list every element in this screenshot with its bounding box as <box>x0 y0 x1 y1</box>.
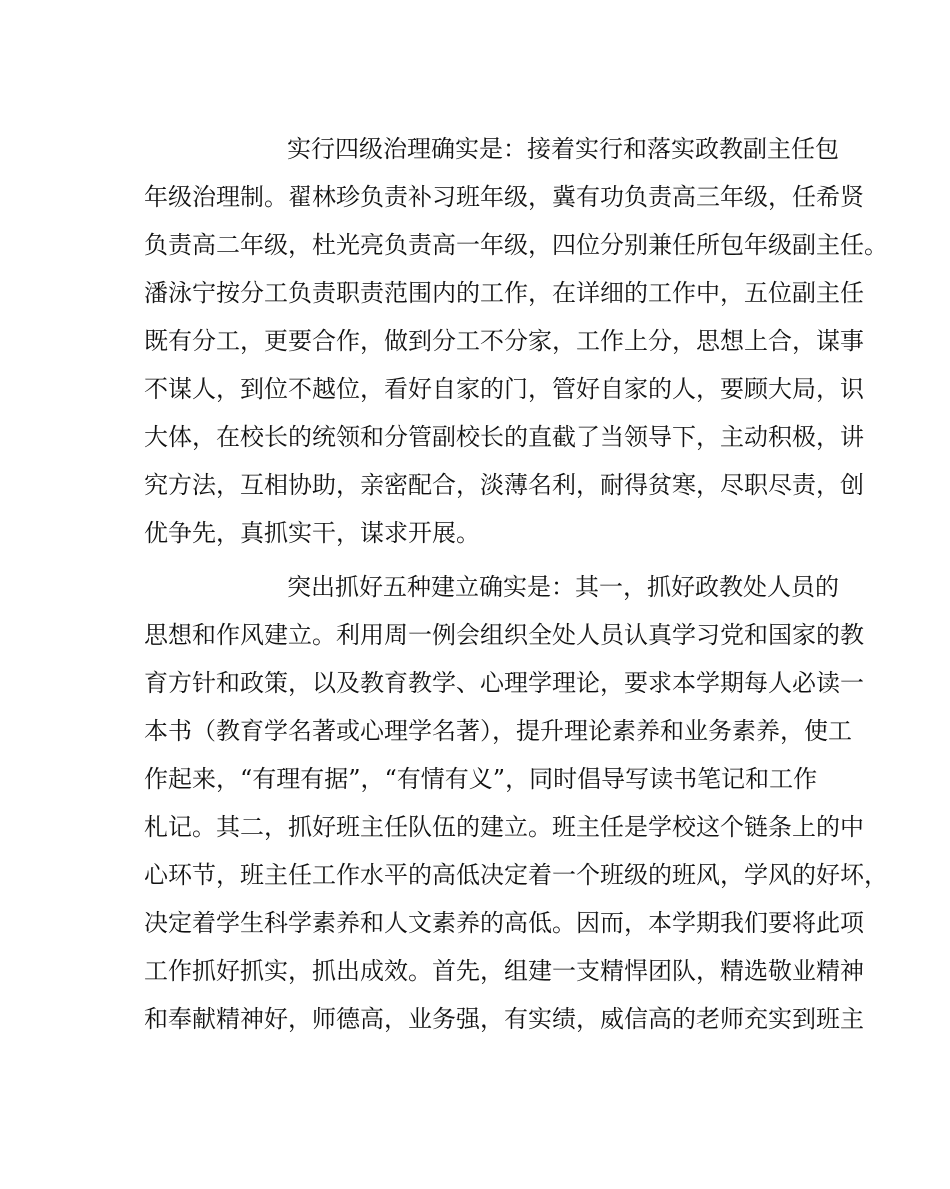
paragraph-2-line-8: 决定着学生科学素养和人文素养的高低。因而，本学期我们要将此项 <box>144 909 864 937</box>
paragraph-1-line-9: 优争先，真抓实干，谋求开展。 <box>144 519 480 547</box>
paragraph-1-line-8: 究方法，互相协助，亲密配合，淡薄名利，耐得贫寒，尽职尽责，创 <box>144 471 864 499</box>
paragraph-1-line-4: 潘泳宁按分工负责职责范围内的工作，在详细的工作中，五位副主任 <box>144 279 864 307</box>
paragraph-1-line-7: 大体，在校长的统领和分管副校长的直截了当领导下，主动积极，讲 <box>144 423 864 451</box>
paragraph-1-line-6: 不谋人，到位不越位，看好自家的门，管好自家的人，要顾大局，识 <box>144 375 864 403</box>
paragraph-1-line-3: 负责高二年级，杜光亮负责高一年级，四位分别兼任所包年级副主任。 <box>144 231 888 259</box>
paragraph-2-line-3: 育方针和政策，以及教育教学、心理学理论，要求本学期每人必读一 <box>144 669 864 697</box>
paragraph-1-line-5: 既有分工，更要合作，做到分工不分家，工作上分，思想上合，谋事 <box>144 327 864 355</box>
paragraph-2-line-4: 本书（教育学名著或心理学名著），提升理论素养和业务素养，使工 <box>144 717 852 745</box>
paragraph-2-line-5: 作起来，“有理有据”，“有情有义”，同时倡导写读书笔记和工作 <box>144 765 818 793</box>
paragraph-2-line-6: 札记。其二，抓好班主任队伍的建立。班主任是学校这个链条上的中 <box>144 813 864 841</box>
paragraph-1-line-2: 年级治理制。翟林珍负责补习班年级，冀有功负责高三年级，任希贤 <box>144 183 864 211</box>
paragraph-2-line-1: 突出抓好五种建立确实是：其一，抓好政教处人员的 <box>287 573 839 601</box>
paragraph-1-line-1: 实行四级治理确实是：接着实行和落实政教副主任包 <box>287 135 839 163</box>
paragraph-2-line-10: 和奉献精神好，师德高，业务强，有实绩，威信高的老师充实到班主 <box>144 1005 864 1033</box>
paragraph-2-line-7: 心环节，班主任工作水平的高低决定着一个班级的班风，学风的好坏， <box>144 861 888 889</box>
paragraph-2-line-2: 思想和作风建立。利用周一例会组织全处人员认真学习党和国家的教 <box>144 621 864 649</box>
paragraph-2-line-9: 工作抓好抓实，抓出成效。首先，组建一支精悍团队，精选敬业精神 <box>144 957 864 985</box>
